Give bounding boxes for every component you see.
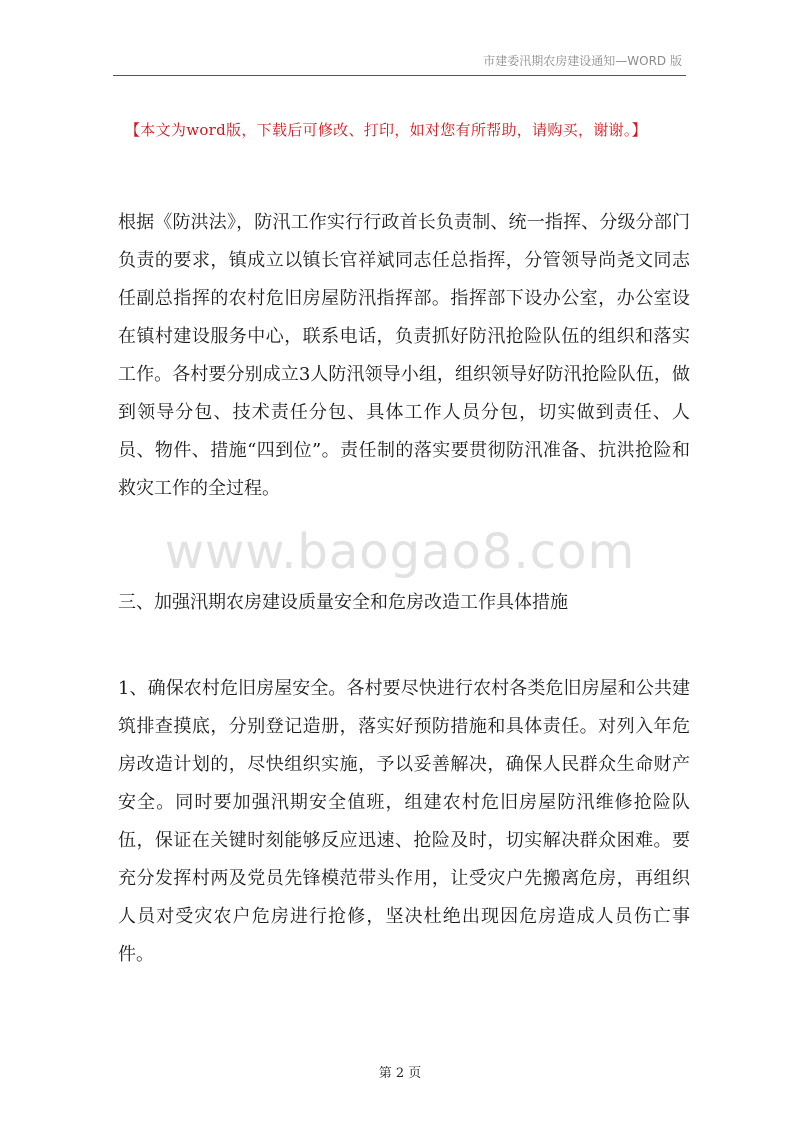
page-number: 第 2 页 (378, 1066, 422, 1081)
header-divider (113, 75, 686, 76)
site-watermark: www.baogao8.com (164, 524, 636, 580)
purchase-notice: 【本文为word版，下载后可修改、打印，如对您有所帮助，请购买，谢谢。】 (125, 121, 647, 139)
section-heading: 三、加强汛期农房建设质量安全和危房改造工作具体措施 (118, 592, 568, 613)
document-header-title: 市建委汛期农房建设通知—WORD 版 (483, 54, 682, 68)
body-paragraph-2: 1、确保农村危旧房屋安全。各村要尽快进行农村各类危旧房屋和公共建筑排查摸底，分别登记造册，落实好预防措施和具体责任。对列入年危房改造计划的，尽快组织实施，予以妥善解决，确保人民群众生命财产安全。同时要加强汛期安全值班，组建农村危旧房屋防汛维修抢险队伍，保证在关键时刻能够反应迅速、抢险及时，切实解决群众困难。要充分发挥村两及党员先锋模范带头作用，让受灾户先搬离危房，再组织人员对受灾农户危房进行抢修，坚决杜绝出现因危房造成人员伤亡事件。 (118, 678, 690, 965)
body-paragraph-1: 根据《防洪法》，防汛工作实行行政首长负责制、统一指挥、分级分部门负责的要求，镇成立以镇长官祥斌同志任总指挥，分管领导尚尧文同志任副总指挥的农村危旧房屋防汛指挥部。指挥部下设办公室，办公室设在镇村建设服务中心，联系电话，负责抓好防汛抢险队伍的组织和落实工作。各村要分别成立3人防汛领导小组，组织领导好防汛抢险队伍，做到领导分包、技术责任分包、具体工作人员分包，切实做到责任、人员、物件、措施“四到位”。责任制的落实要贯彻防汛准备、抗洪抢险和救灾工作的全过程。 (118, 212, 690, 499)
